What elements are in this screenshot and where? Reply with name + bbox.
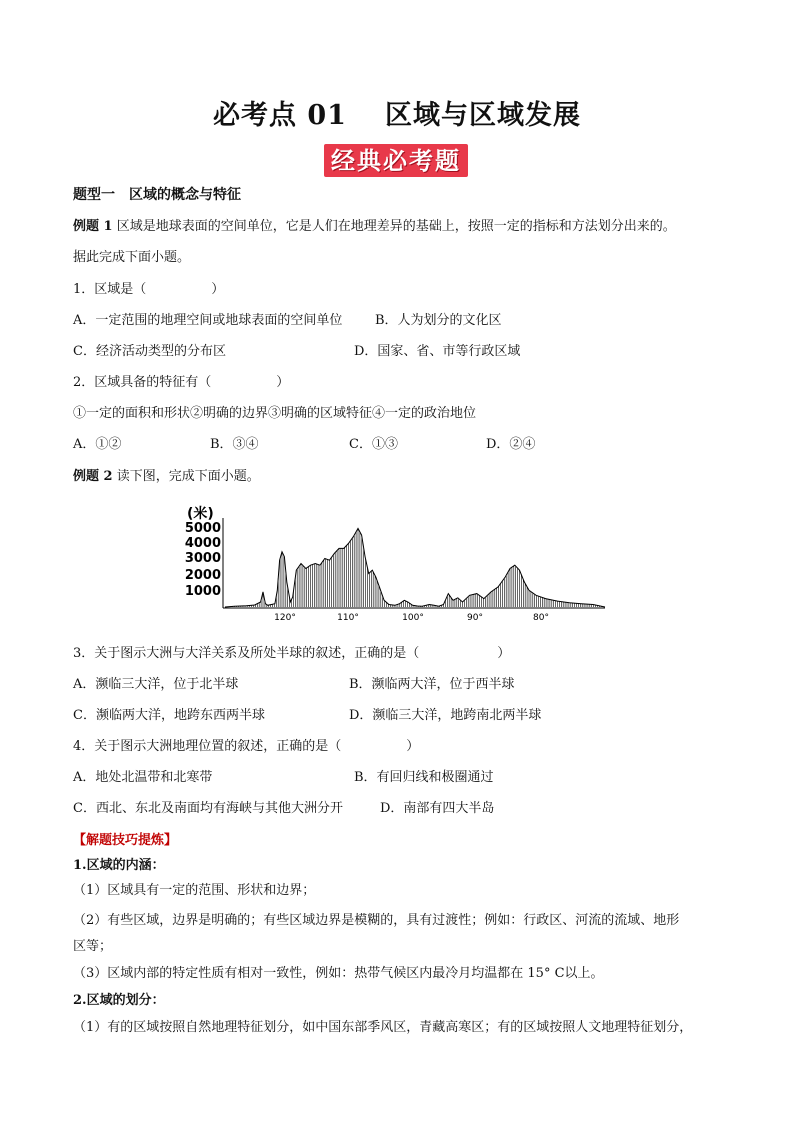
- x-tick-label: 80°: [533, 613, 549, 623]
- example-1-body: 区域是地球表面的空间单位，它是人们在地理差异的基础上，按照一定的指标和方法划分出来的。: [116, 219, 676, 234]
- q1-option-d[interactable]: D．国家、省、市等行政区域: [354, 344, 521, 359]
- title-number: 必考点 01: [213, 100, 347, 131]
- q4-option-c[interactable]: C．西北、东北及南面均有海峡与其他大洲分开: [73, 801, 343, 816]
- y-tick-label: 2000: [185, 568, 221, 583]
- example-2-text: [73, 468, 260, 486]
- example-1-instruction: 据此完成下面小题。: [73, 250, 191, 265]
- example-2-body: 读下图，完成下面小题。: [116, 469, 260, 484]
- question-2-stem: 2．区域具备的特征有（ ）: [73, 375, 290, 390]
- classic-questions-badge: 经典必考题: [324, 144, 468, 177]
- q1-option-a[interactable]: A．一定范围的地理空间或地球表面的空间单位: [73, 313, 343, 328]
- y-axis-unit-label: (米): [187, 506, 214, 522]
- title-text: 区域与区域发展: [384, 100, 581, 131]
- q3-option-b[interactable]: B．濒临两大洋，位于西半球: [349, 677, 515, 692]
- x-tick-label: 120°: [274, 613, 296, 623]
- terrain-profile-chart: [185, 500, 610, 625]
- q3-option-c[interactable]: C．濒临两大洋，地跨东西两半球: [73, 708, 265, 723]
- example-1-text: [73, 218, 676, 236]
- question-4-stem: 4．关于图示大洲地理位置的叙述，正确的是（ ）: [73, 739, 420, 754]
- q4-option-d[interactable]: D．南部有四大半岛: [380, 801, 495, 816]
- tips-point-2-heading: 2.区域的划分：: [73, 993, 165, 1008]
- question-1-stem: 1．区域是（ ）: [73, 282, 225, 297]
- x-tick-label: 100°: [402, 613, 424, 623]
- tips-paragraph: （2）有些区域，边界是明确的；有些区域边界是模糊的，具有过渡性；例如：行政区、河流的流域、地形: [73, 913, 680, 928]
- q2-option-d[interactable]: D．②④: [486, 437, 536, 452]
- tips-paragraph: （1）区域具有一定的范围、形状和边界；: [73, 883, 316, 898]
- tips-paragraph: （3）区域内部的特定性质有相对一致性，例如：热带气候区内最冷月均温都在 15° C以上。: [73, 966, 604, 981]
- example-1-label: 例题 1: [73, 219, 113, 234]
- y-tick-label: 3000: [185, 551, 221, 566]
- example-2-label: 例题 2: [73, 469, 113, 484]
- tips-paragraph: （1）有的区域按照自然地理特征划分，如中国东部季风区，青藏高寒区；有的区域按照人文地理特征划分，: [73, 1020, 693, 1035]
- q4-option-a[interactable]: A．地处北温带和北寒带: [73, 770, 213, 785]
- q3-option-d[interactable]: D．濒临三大洋，地跨南北两半球: [349, 708, 542, 723]
- question-2-items: ①一定的面积和形状②明确的边界③明确的区域特征④一定的政治地位: [73, 406, 477, 421]
- section-heading: 题型一 区域的概念与特征: [73, 187, 241, 203]
- tips-point-1-heading: 1.区域的内涵：: [73, 858, 165, 873]
- page-title: [0, 93, 794, 132]
- y-tick-label: 1000: [185, 584, 221, 599]
- q2-option-a[interactable]: A．①②: [73, 437, 122, 452]
- q1-option-b[interactable]: B．人为划分的文化区: [375, 313, 502, 328]
- q2-option-c[interactable]: C．①③: [349, 437, 398, 452]
- question-3-stem: 3．关于图示大洲与大洋关系及所处半球的叙述，正确的是（ ）: [73, 646, 511, 661]
- y-tick-label: 5000: [185, 521, 221, 536]
- q4-option-b[interactable]: B．有回归线和极圈通过: [354, 770, 494, 785]
- q3-option-a[interactable]: A．濒临三大洋，位于北半球: [73, 677, 239, 692]
- q2-option-b[interactable]: B．③④: [210, 437, 259, 452]
- tips-paragraph: 区等；: [73, 939, 113, 954]
- x-tick-label: 90°: [467, 613, 483, 623]
- q1-option-c[interactable]: C．经济活动类型的分布区: [73, 344, 226, 359]
- x-tick-label: 110°: [337, 613, 359, 623]
- tips-heading: 【解题技巧提炼】: [73, 833, 178, 848]
- y-tick-label: 4000: [185, 536, 221, 551]
